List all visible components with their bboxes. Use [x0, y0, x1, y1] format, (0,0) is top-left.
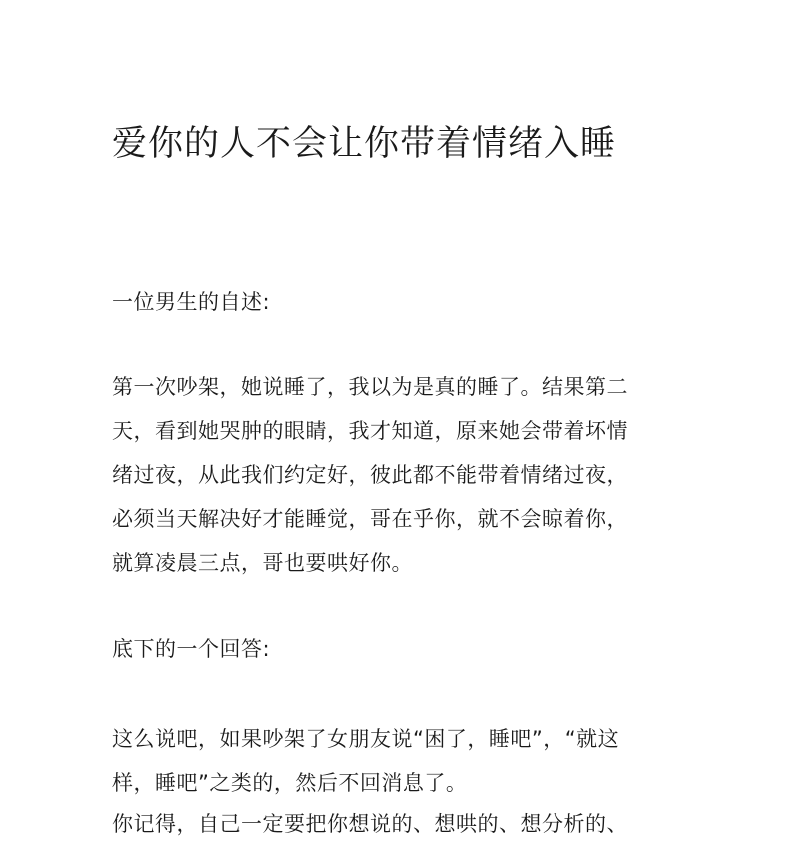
intro-label: 一位男生的自述: [112, 290, 271, 314]
story-line: 必须当天解决好才能睡觉，哥在乎你，就不会晾着你， [112, 507, 628, 531]
story-line: 第一次吵架，她说睡了，我以为是真的睡了。结果第二 [112, 375, 628, 399]
article-title: 爱你的人不会让你带着情绪入睡 [112, 124, 617, 164]
story-line: 天，看到她哭肿的眼睛，我才知道，原来她会带着坏情 [112, 419, 628, 443]
answer-heading: 底下的一个回答: [112, 637, 271, 661]
answer-line: 这么说吧，如果吵架了女朋友说“困了，睡吧”，“就这 [112, 727, 620, 751]
answer-paragraph [112, 717, 696, 805]
answer-line: 样，睡吧”之类的，然后不回消息了。 [112, 771, 468, 795]
remember-line: 你记得，自己一定要把你想说的、想哄的、想分析的、 [112, 812, 628, 836]
story-paragraph [112, 365, 696, 585]
story-line: 就算凌晨三点，哥也要哄好你。 [112, 551, 413, 575]
story-line: 绪过夜，从此我们约定好，彼此都不能带着情绪过夜， [112, 463, 628, 487]
